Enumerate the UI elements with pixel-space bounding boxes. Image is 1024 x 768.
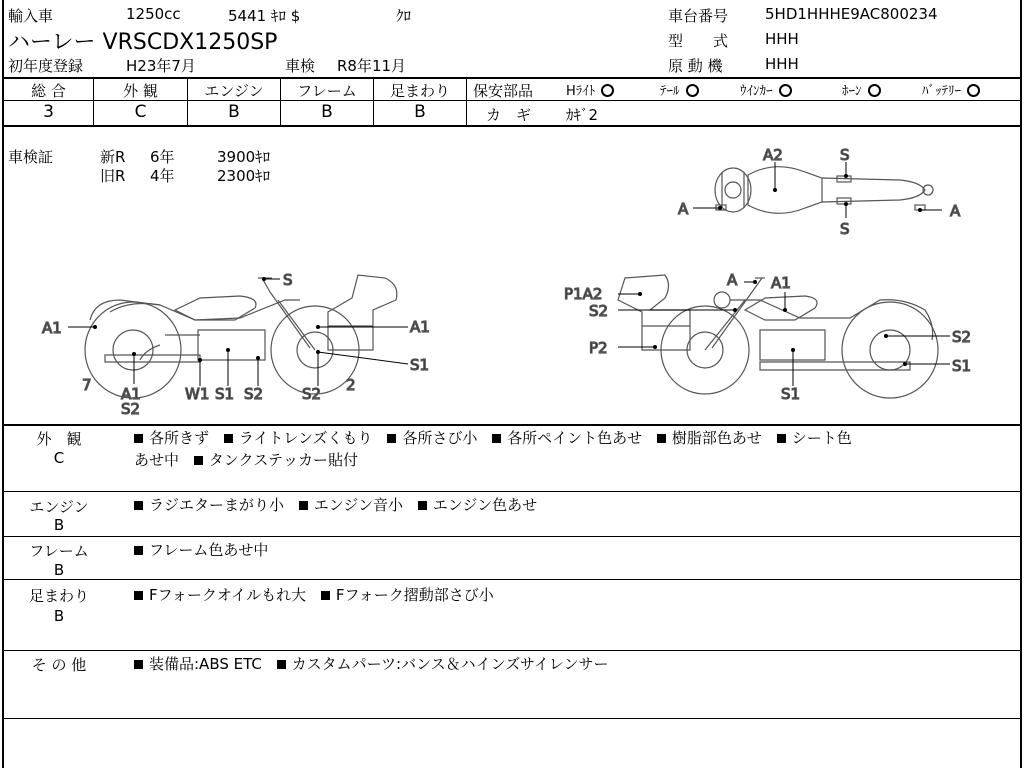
- comment-exterior-line-2: [134, 449, 368, 472]
- left-label-a1-muffler: A1: [121, 385, 141, 403]
- comment-exterior-grade: C: [53, 449, 65, 467]
- comment-item: あせ中: [134, 451, 180, 469]
- comment-other-line-1: [134, 653, 619, 676]
- left-label-w1: W1: [185, 385, 210, 403]
- comment-suspension-label: 足まわり: [28, 587, 89, 605]
- top-label-a-right: A: [950, 202, 961, 220]
- vehicle-inspection-value: R8年11月: [337, 57, 407, 75]
- bullet-square-icon: [134, 546, 143, 555]
- top-label-s-upper: S: [840, 146, 850, 164]
- comment-item: ライトレンズくもり: [238, 429, 373, 447]
- comment-item: 装備品:ABS ETC: [149, 655, 262, 673]
- safety-parts-label: 保安部品: [473, 82, 534, 100]
- comment-item: エンジン音小: [313, 496, 404, 514]
- top-label-a-left: A: [678, 200, 689, 218]
- cert-new-years: 6年: [150, 148, 175, 166]
- cert-old-type: 旧R: [100, 167, 126, 185]
- bullet-square-icon: [321, 591, 330, 600]
- left-label-s-handlebar: S: [283, 271, 293, 289]
- bullet-square-icon: [492, 434, 501, 443]
- safety-horn-name: ﾎｰﾝ: [842, 84, 862, 99]
- bullet-square-icon: [299, 501, 308, 510]
- comment-exterior-line-1: [134, 427, 862, 450]
- cert-old-price: 2300ｷﾛ: [217, 167, 271, 185]
- body-color: ｸﾛ: [396, 7, 412, 25]
- top-view-diagram: [715, 167, 933, 214]
- left-label-s2-muffler: S2: [121, 400, 141, 418]
- left-label-s1-engine: S1: [215, 385, 235, 403]
- right-label-p1a2: P1A2: [564, 285, 603, 303]
- score-total-value: 3: [43, 102, 54, 122]
- cert-new-type: 新R: [100, 148, 126, 166]
- score-total-label: 総 合: [31, 82, 66, 100]
- left-label-s2-engine: S2: [244, 385, 264, 403]
- left-label-2: 2: [346, 376, 356, 394]
- comment-item: シート色: [791, 429, 852, 447]
- left-label-s1-front: S1: [410, 356, 430, 374]
- model-type-label: 型 式: [668, 32, 729, 50]
- comment-frame-line-1: [134, 539, 278, 562]
- comment-engine-grade: B: [53, 516, 65, 534]
- inspection-cert-label: 車検証: [8, 148, 54, 166]
- model-name: ハーレー VRSCDX1250SP: [8, 30, 278, 55]
- comment-other-label: そ の 他: [31, 656, 87, 674]
- comment-item: 各所ペイント色あせ: [507, 429, 643, 447]
- comment-suspension-grade: B: [53, 607, 65, 625]
- comment-engine-line-1: [134, 494, 547, 517]
- right-label-s1-engine: S1: [781, 385, 801, 403]
- comment-item: フレーム色あせ中: [149, 541, 269, 559]
- safety-battery-name: ﾊﾞｯﾃﾘｰ: [922, 84, 961, 99]
- right-label-s2-rear: S2: [952, 328, 972, 346]
- comment-item: 各所きず: [149, 429, 210, 447]
- comment-item: カスタムパーツ:バンス＆ハインズサイレンサー: [291, 655, 609, 673]
- first-registration-label: 初年度登録: [8, 57, 84, 75]
- score-exterior-value: C: [134, 102, 147, 122]
- comment-exterior-label: 外 観: [36, 430, 82, 448]
- left-label-7: 7: [82, 376, 92, 394]
- vehicle-inspection-label: 車検: [285, 57, 316, 75]
- right-label-p2: P2: [589, 339, 608, 357]
- leader-lines: [68, 162, 950, 386]
- bullet-square-icon: [657, 434, 666, 443]
- comment-item: ラジエターまがり小: [149, 496, 285, 514]
- right-label-a1-tank: A1: [771, 274, 791, 292]
- right-label-s1-rear: S1: [952, 357, 972, 375]
- bullet-square-icon: [387, 434, 396, 443]
- bullet-square-icon: [134, 434, 143, 443]
- engine-model-value: HHH: [765, 55, 799, 73]
- key-value: ｶｷﾞ2: [566, 106, 599, 124]
- comment-item: Fフォーク摺動部さび小: [335, 586, 494, 604]
- bullet-square-icon: [418, 501, 427, 510]
- comment-item: エンジン色あせ: [432, 496, 538, 514]
- first-registration-value: H23年7月: [126, 57, 196, 75]
- cert-new-price: 3900ｷﾛ: [217, 148, 271, 166]
- safety-taillight-name: ﾃｰﾙ: [660, 84, 680, 99]
- bullet-square-icon: [134, 591, 143, 600]
- score-frame-label: フレーム: [297, 82, 357, 100]
- score-engine-value: B: [228, 102, 240, 122]
- key-label: カ ギ: [486, 106, 532, 124]
- frame-number-label: 車台番号: [668, 7, 729, 25]
- bullet-square-icon: [134, 501, 143, 510]
- import-label: 輸入車: [8, 7, 54, 25]
- safety-winker-name: ｳｲﾝｶｰ: [740, 84, 773, 99]
- model-type-value: HHH: [765, 30, 799, 48]
- frame-number-value: 5HD1HHHE9AC800234: [765, 5, 938, 23]
- comment-frame-label: フレーム: [29, 542, 89, 560]
- damage-markers: [93, 174, 922, 366]
- comment-engine-label: エンジン: [29, 498, 89, 516]
- bullet-square-icon: [194, 456, 203, 465]
- top-label-s-lower: S: [840, 220, 850, 238]
- comment-item: 各所さび小: [402, 429, 478, 447]
- score-frame-value: B: [321, 102, 333, 122]
- bullet-square-icon: [224, 434, 233, 443]
- comment-item: Fフォークオイルもれ大: [149, 586, 307, 604]
- bullet-square-icon: [134, 660, 143, 669]
- score-suspension-value: B: [414, 102, 426, 122]
- score-engine-label: エンジン: [204, 82, 264, 100]
- comment-suspension-line-1: [134, 584, 504, 607]
- right-label-s2-cowl: S2: [589, 302, 609, 320]
- cert-old-years: 4年: [150, 167, 175, 185]
- comment-frame-grade: B: [53, 561, 65, 579]
- displacement: 1250cc: [126, 5, 181, 23]
- comment-item: タンクステッカー貼付: [208, 451, 359, 469]
- score-exterior-label: 外 観: [123, 82, 158, 100]
- top-label-a2: A2: [763, 146, 783, 164]
- left-label-s2-fork: S2: [302, 385, 322, 403]
- right-label-a-mirror: A: [727, 271, 738, 289]
- bullet-square-icon: [777, 434, 786, 443]
- mileage: 5441 ｷﾛ $: [228, 7, 301, 25]
- left-label-a1-front: A1: [410, 318, 430, 336]
- left-label-a1-rear: A1: [42, 319, 62, 337]
- bullet-square-icon: [277, 660, 286, 669]
- engine-model-label: 原 動 機: [668, 57, 723, 75]
- comment-item: 樹脂部色あせ: [671, 429, 762, 447]
- safety-headlight-name: Hﾗｲﾄ: [566, 84, 596, 99]
- score-suspension-label: 足まわり: [389, 82, 450, 100]
